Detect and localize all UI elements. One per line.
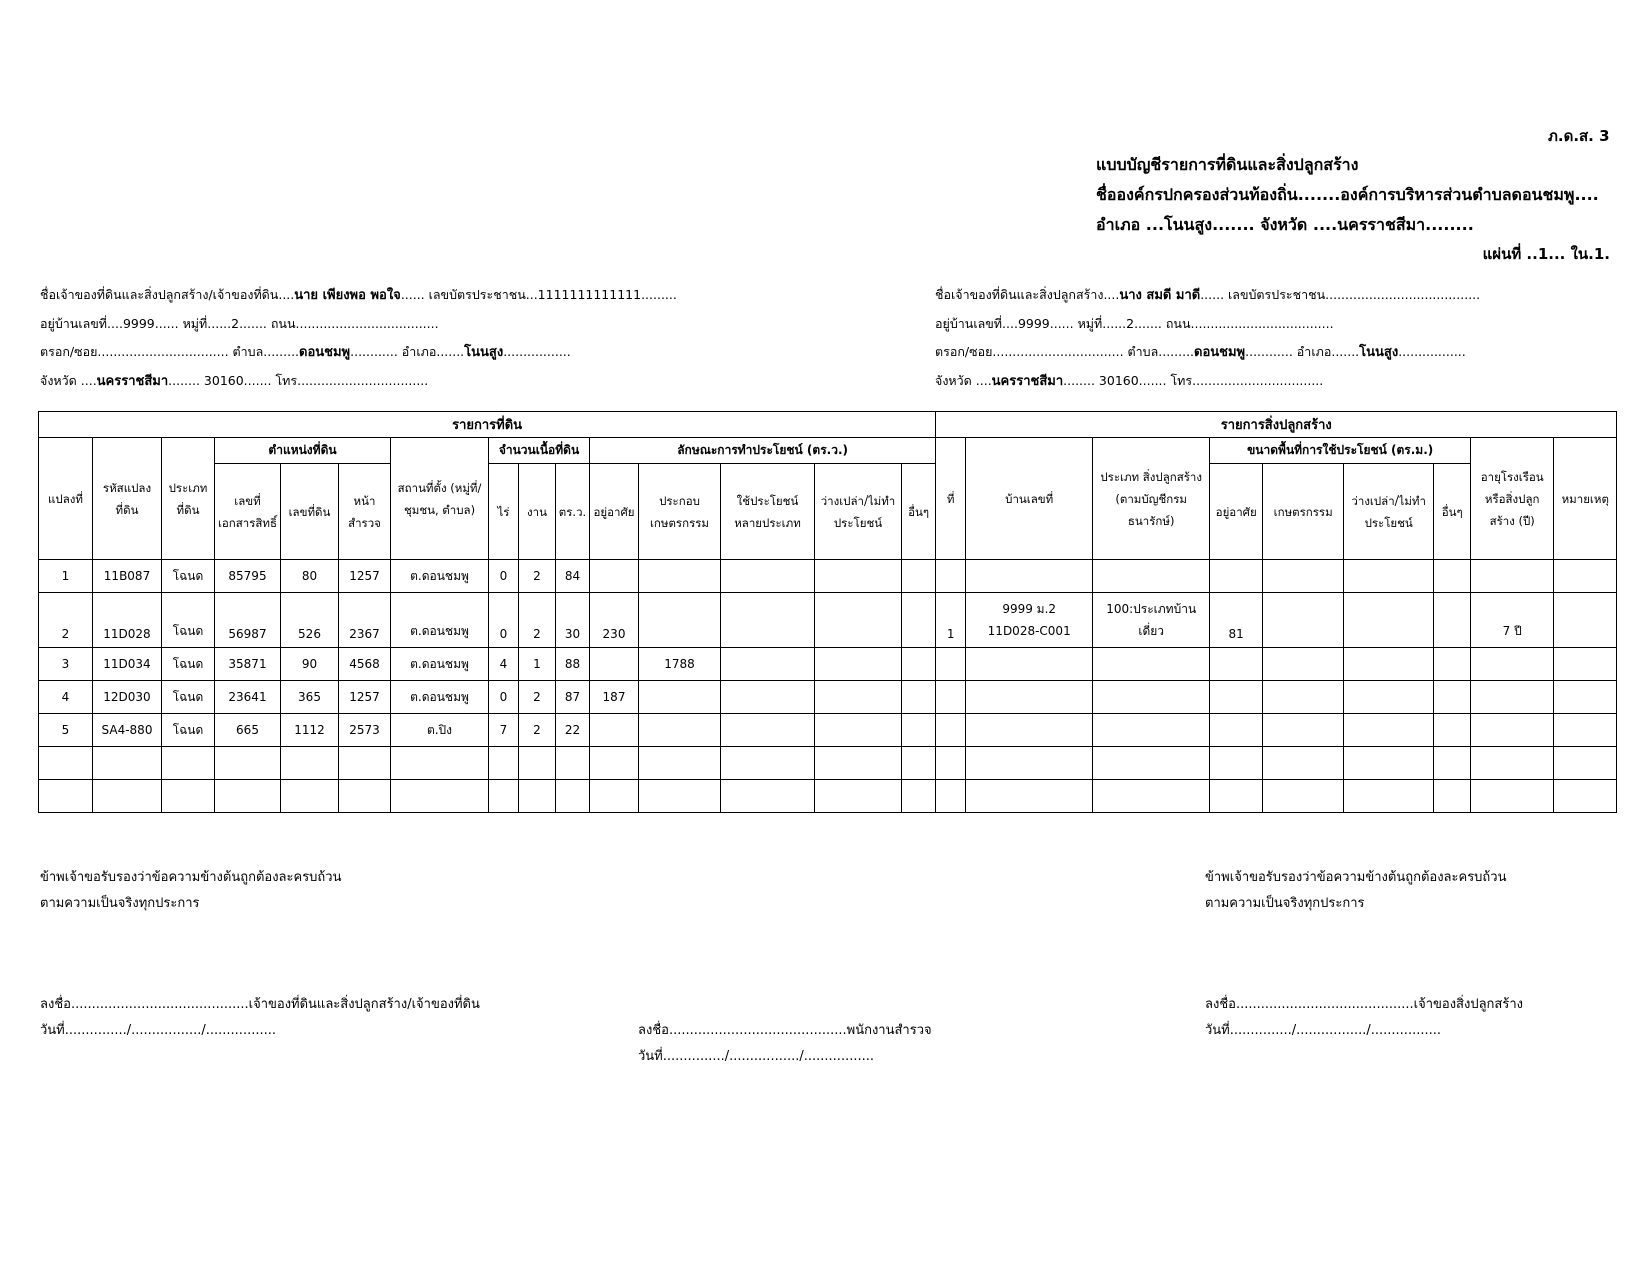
cell-empty: [902, 560, 936, 593]
cell-empty: [902, 681, 936, 714]
col-location: สถานที่ตั้ง (หมู่ที่/ชุมชน, ตำบล): [391, 438, 489, 560]
col-residential: อยู่อาศัย: [590, 464, 639, 560]
owner-right-subdistrict-label: ตรอก/ซอย................................. ตำบล.........: [935, 344, 1195, 359]
cell-empty: [1554, 593, 1617, 648]
cell-landno: 90: [281, 648, 339, 681]
cell-agricultural: [639, 681, 721, 714]
cell-empty: [1471, 714, 1554, 747]
land-building-table: [38, 411, 1617, 813]
cell-empty: [1434, 714, 1471, 747]
owner-left-dots: .................: [503, 344, 571, 359]
signature-owner-left: [40, 992, 480, 1044]
cell-empty: [902, 593, 936, 648]
cell-residential: [590, 648, 639, 681]
cell-empty: [815, 714, 902, 747]
col-house-no: บ้านเลขที่: [966, 438, 1093, 560]
cell-doc: 35871: [215, 648, 281, 681]
col-ngan: งาน: [519, 464, 556, 560]
cell-page: 4568: [339, 648, 391, 681]
table-row: [39, 648, 1617, 681]
owner-left-subdistrict-label: ตรอก/ซอย................................. ตำบล.........: [40, 344, 300, 359]
cell-doc: 85795: [215, 560, 281, 593]
cell-empty: [966, 681, 1093, 714]
col-building-type: ประเภท สิ่งปลูกสร้าง (ตามบัญชีกรมธนารักษ์): [1093, 438, 1210, 560]
cell-residential: 187: [590, 681, 639, 714]
col-b-residential: อยู่อาศัย: [1210, 464, 1263, 560]
cell-empty: [1554, 681, 1617, 714]
col-vacant: ว่างเปล่า/ไม่ทำประโยชน์: [815, 464, 902, 560]
owner-left-name: นาย เพียงพอ พอใจ: [294, 288, 401, 303]
col-land-position: ตำแหน่งที่ดิน: [215, 438, 391, 464]
table-row: [39, 560, 1617, 593]
cell-landno: 526: [281, 593, 339, 648]
cell-b-residential: 81: [1210, 593, 1263, 648]
cell-wa: 84: [556, 560, 590, 593]
col-sq-wa: ตร.ว.: [556, 464, 590, 560]
cell-code: SA4-880: [93, 714, 162, 747]
cell-page: 1257: [339, 681, 391, 714]
cell-empty: [1210, 648, 1263, 681]
owner-right-province-label: จังหวัด ....: [935, 373, 992, 388]
cell-type: โฉนด: [162, 560, 215, 593]
cell-ngan: 2: [519, 681, 556, 714]
cell-empty: [1093, 714, 1210, 747]
table-row-empty: [39, 780, 1617, 813]
cell-empty: [1344, 593, 1434, 648]
cell-type: โฉนด: [162, 714, 215, 747]
cell-empty: [902, 714, 936, 747]
certification-right: [1205, 865, 1506, 917]
cell-empty: [1471, 648, 1554, 681]
cell-ngan: 2: [519, 593, 556, 648]
cell-doc: 23641: [215, 681, 281, 714]
cell-empty: [936, 714, 966, 747]
cell-empty: [1344, 714, 1434, 747]
cell-empty: [1471, 560, 1554, 593]
table-row-empty: [39, 747, 1617, 780]
col-land-use: ลักษณะการทำประโยชน์ (ตร.ว.): [590, 438, 936, 464]
cell-empty: [1210, 681, 1263, 714]
col-land-no: เลขที่ดิน: [281, 464, 339, 560]
table-row: [39, 714, 1617, 747]
cell-empty: [1093, 681, 1210, 714]
cell-rai: 0: [489, 560, 519, 593]
cell-empty: [721, 593, 815, 648]
cell-empty: [966, 714, 1093, 747]
land-section-title: รายการที่ดิน: [39, 412, 936, 438]
cell-btype-line1: 100:ประเภทบ้าน: [1106, 602, 1197, 616]
cell-type: โฉนด: [162, 593, 215, 648]
cert-left-line1: ข้าพเจ้าขอรับรองว่าข้อความข้างต้นถูกต้องละครบถ้วน: [40, 870, 342, 885]
cell-empty: [1434, 593, 1471, 648]
owner-right-name-label: ชื่อเจ้าของที่ดินและสิ่งปลูกสร้าง....: [935, 287, 1120, 302]
cell-empty: [966, 560, 1093, 593]
cell-empty: [1344, 648, 1434, 681]
cell-landno: 365: [281, 681, 339, 714]
col-building-age: อายุโรงเรือนหรือสิ่งปลูกสร้าง (ปี): [1471, 438, 1554, 560]
owner-right-line3: [935, 338, 1480, 367]
form-code: ภ.ด.ส. 3: [1548, 127, 1610, 145]
owner-right-postal: ........ 30160....... โทร.................................: [1063, 373, 1324, 388]
cell-ngan: 2: [519, 560, 556, 593]
cell-plot: 3: [39, 648, 93, 681]
cell-empty: [1093, 560, 1210, 593]
col-building-no: ที่: [936, 438, 966, 560]
cell-residential: [590, 560, 639, 593]
cert-right-line1: ข้าพเจ้าขอรับรองว่าข้อความข้างต้นถูกต้องละครบถ้วน: [1205, 870, 1507, 885]
cell-ngan: 2: [519, 714, 556, 747]
col-doc-no: เลขที่เอกสารสิทธิ์: [215, 464, 281, 560]
cell-location: ต.ดอนชมพู: [391, 560, 489, 593]
col-agricultural: ประกอบเกษตรกรรม: [639, 464, 721, 560]
org-line: ชื่อองค์กรปกครองส่วนท้องถิ่น.......องค์การบริหารส่วนตำบลดอนชมพู....: [1096, 185, 1599, 204]
cell-agricultural: 1788: [639, 648, 721, 681]
owner-right-province: นครราชสีมา: [991, 374, 1064, 389]
cell-code: 12D030: [93, 681, 162, 714]
cell-landno: 80: [281, 560, 339, 593]
cert-left-line2: ตามความเป็นจริงทุกประการ: [40, 896, 200, 911]
cell-plot: 1: [39, 560, 93, 593]
owner-left-district: โนนสูง: [464, 345, 504, 360]
district-line: อำเภอ ...โนนสูง....... จังหวัด ....นครราชสีมา........: [1096, 215, 1474, 234]
cell-location: ต.ดอนชมพู: [391, 593, 489, 648]
owner-right-subdistrict: ดอนชมพู: [1194, 345, 1246, 360]
col-b-vacant: ว่างเปล่า/ไม่ทำประโยชน์: [1344, 464, 1434, 560]
owner-right-line4: [935, 367, 1480, 396]
owner-info-left: [40, 281, 677, 396]
cell-house-line1: 9999 ม.2: [1002, 602, 1057, 616]
owner-right-dots: .................: [1398, 344, 1466, 359]
cell-location: ต.ดอนชมพู: [391, 681, 489, 714]
cell-agricultural: [639, 714, 721, 747]
cell-location: ต.ปิง: [391, 714, 489, 747]
cell-code: 11D034: [93, 648, 162, 681]
cell-building-age: 7 ปี: [1471, 593, 1554, 648]
cell-empty: [1434, 560, 1471, 593]
form-title: แบบบัญชีรายการที่ดินและสิ่งปลูกสร้าง: [1096, 155, 1359, 174]
col-survey-page: หน้าสำรวจ: [339, 464, 391, 560]
owner-left-province-label: จังหวัด ....: [40, 373, 97, 388]
cell-rai: 4: [489, 648, 519, 681]
cell-house-line2: 11D028-C001: [987, 624, 1071, 638]
cell-empty: [1434, 681, 1471, 714]
cell-doc: 665: [215, 714, 281, 747]
owner-left-district-label: ............ อำเภอ.......: [350, 344, 465, 359]
cell-empty: [1210, 560, 1263, 593]
cell-empty: [966, 648, 1093, 681]
cell-ngan: 1: [519, 648, 556, 681]
owner-right-name: นาง สมดี มาดี: [1119, 288, 1201, 303]
cell-building-type: [1093, 593, 1210, 648]
cell-code: 11B087: [93, 560, 162, 593]
col-b-agricultural: เกษตรกรรม: [1263, 464, 1344, 560]
cell-plot: 2: [39, 593, 93, 648]
col-b-other: อื่นๆ: [1434, 464, 1471, 560]
col-multi-use: ใช้ประโยชน์หลายประเภท: [721, 464, 815, 560]
cell-wa: 88: [556, 648, 590, 681]
cell-house-no: [966, 593, 1093, 648]
sign-right-date: วันที่.............../................./.................: [1205, 1023, 1441, 1038]
col-plot-code: รหัสแปลงที่ดิน: [93, 438, 162, 560]
sign-mid-date: วันที่.............../................./.................: [638, 1049, 874, 1064]
cell-empty: [936, 681, 966, 714]
cell-empty: [721, 648, 815, 681]
col-land-type: ประเภทที่ดิน: [162, 438, 215, 560]
owner-left-province: นครราชสีมา: [96, 374, 169, 389]
owner-right-district: โนนสูง: [1359, 345, 1399, 360]
owner-info-right: [935, 281, 1480, 396]
sign-left-date: วันที่.............../................./.................: [40, 1023, 276, 1038]
sign-mid-line: ลงชื่อ...........................................พนักงานสำรวจ: [638, 1023, 932, 1038]
cell-page: 1257: [339, 560, 391, 593]
certification-left: [40, 865, 341, 917]
table-row: [39, 681, 1617, 714]
cell-landno: 1112: [281, 714, 339, 747]
col-other: อื่นๆ: [902, 464, 936, 560]
signature-surveyor: [638, 1018, 932, 1070]
cell-empty: [815, 560, 902, 593]
cell-type: โฉนด: [162, 681, 215, 714]
owner-left-name-label: ชื่อเจ้าของที่ดินและสิ่งปลูกสร้าง/เจ้าของที่ดิน....: [40, 287, 295, 302]
cell-agricultural: [639, 560, 721, 593]
owner-left-postal: ........ 30160....... โทร.................................: [168, 373, 429, 388]
cell-empty: [721, 560, 815, 593]
cell-location: ต.ดอนชมพู: [391, 648, 489, 681]
cell-empty: [1344, 560, 1434, 593]
owner-right-line1: [935, 281, 1480, 310]
cell-residential: 230: [590, 593, 639, 648]
cell-empty: [1263, 714, 1344, 747]
cell-empty: [815, 593, 902, 648]
owner-left-line1: [40, 281, 677, 310]
cell-rai: 0: [489, 593, 519, 648]
sheet-number: แผ่นที่ ..1... ใน.1.: [1482, 245, 1610, 263]
owner-right-id: ...... เลขบัตรประชาชน.......................................: [1200, 287, 1481, 302]
cell-empty: [721, 714, 815, 747]
cell-page: 2573: [339, 714, 391, 747]
sign-left-line: ลงชื่อ...........................................เจ้าของที่ดินและสิ่งปลูกสร้าง/เจ้าของที่ดิน: [40, 997, 480, 1012]
cell-wa: 87: [556, 681, 590, 714]
cell-type: โฉนด: [162, 648, 215, 681]
signature-owner-right: [1205, 992, 1523, 1044]
col-note: หมายเหตุ: [1554, 438, 1617, 560]
cell-empty: [1263, 593, 1344, 648]
col-plot: แปลงที่: [39, 438, 93, 560]
cell-page: 2367: [339, 593, 391, 648]
cell-empty: [936, 648, 966, 681]
cell-empty: [1471, 681, 1554, 714]
cell-wa: 22: [556, 714, 590, 747]
form-header: [1096, 150, 1599, 240]
cell-empty: [1554, 714, 1617, 747]
cell-empty: [1093, 648, 1210, 681]
owner-left-subdistrict: ดอนชมพู: [299, 345, 351, 360]
cell-residential: [590, 714, 639, 747]
cell-empty: [1554, 560, 1617, 593]
building-section-title: รายการสิ่งปลูกสร้าง: [936, 412, 1617, 438]
cell-empty: [902, 648, 936, 681]
table-row: [39, 593, 1617, 648]
cell-empty: [721, 681, 815, 714]
owner-left-line3: [40, 338, 677, 367]
owner-right-district-label: ............ อำเภอ.......: [1245, 344, 1360, 359]
cell-code: 11D028: [93, 593, 162, 648]
cell-empty: [1434, 648, 1471, 681]
cert-right-line2: ตามความเป็นจริงทุกประการ: [1205, 896, 1365, 911]
owner-left-id: ...... เลขบัตรประชาชน...1111111111111.........: [400, 287, 677, 302]
cell-rai: 7: [489, 714, 519, 747]
cell-empty: [815, 681, 902, 714]
cell-btype-line2: เดี่ยว: [1138, 624, 1165, 638]
cell-empty: [936, 560, 966, 593]
col-building-area: ขนาดพื้นที่การใช้ประโยชน์ (ตร.ม.): [1210, 438, 1471, 464]
sign-right-line: ลงชื่อ...........................................เจ้าของสิ่งปลูกสร้าง: [1205, 997, 1523, 1012]
col-rai: ไร่: [489, 464, 519, 560]
cell-empty: [1554, 648, 1617, 681]
cell-doc: 56987: [215, 593, 281, 648]
owner-left-line4: [40, 367, 677, 396]
col-land-area: จำนวนเนื้อที่ดิน: [489, 438, 590, 464]
owner-right-line2: อยู่บ้านเลขที่....9999...... หมู่ที่......2....... ถนน....................................: [935, 316, 1334, 331]
cell-empty: [1263, 681, 1344, 714]
cell-agricultural: [639, 593, 721, 648]
cell-building-no: 1: [936, 593, 966, 648]
cell-empty: [1263, 560, 1344, 593]
cell-wa: 30: [556, 593, 590, 648]
cell-empty: [815, 648, 902, 681]
owner-left-line2: อยู่บ้านเลขที่....9999...... หมู่ที่......2....... ถนน....................................: [40, 316, 439, 331]
cell-empty: [1210, 714, 1263, 747]
cell-empty: [1263, 648, 1344, 681]
cell-empty: [1344, 681, 1434, 714]
cell-plot: 5: [39, 714, 93, 747]
cell-rai: 0: [489, 681, 519, 714]
cell-plot: 4: [39, 681, 93, 714]
